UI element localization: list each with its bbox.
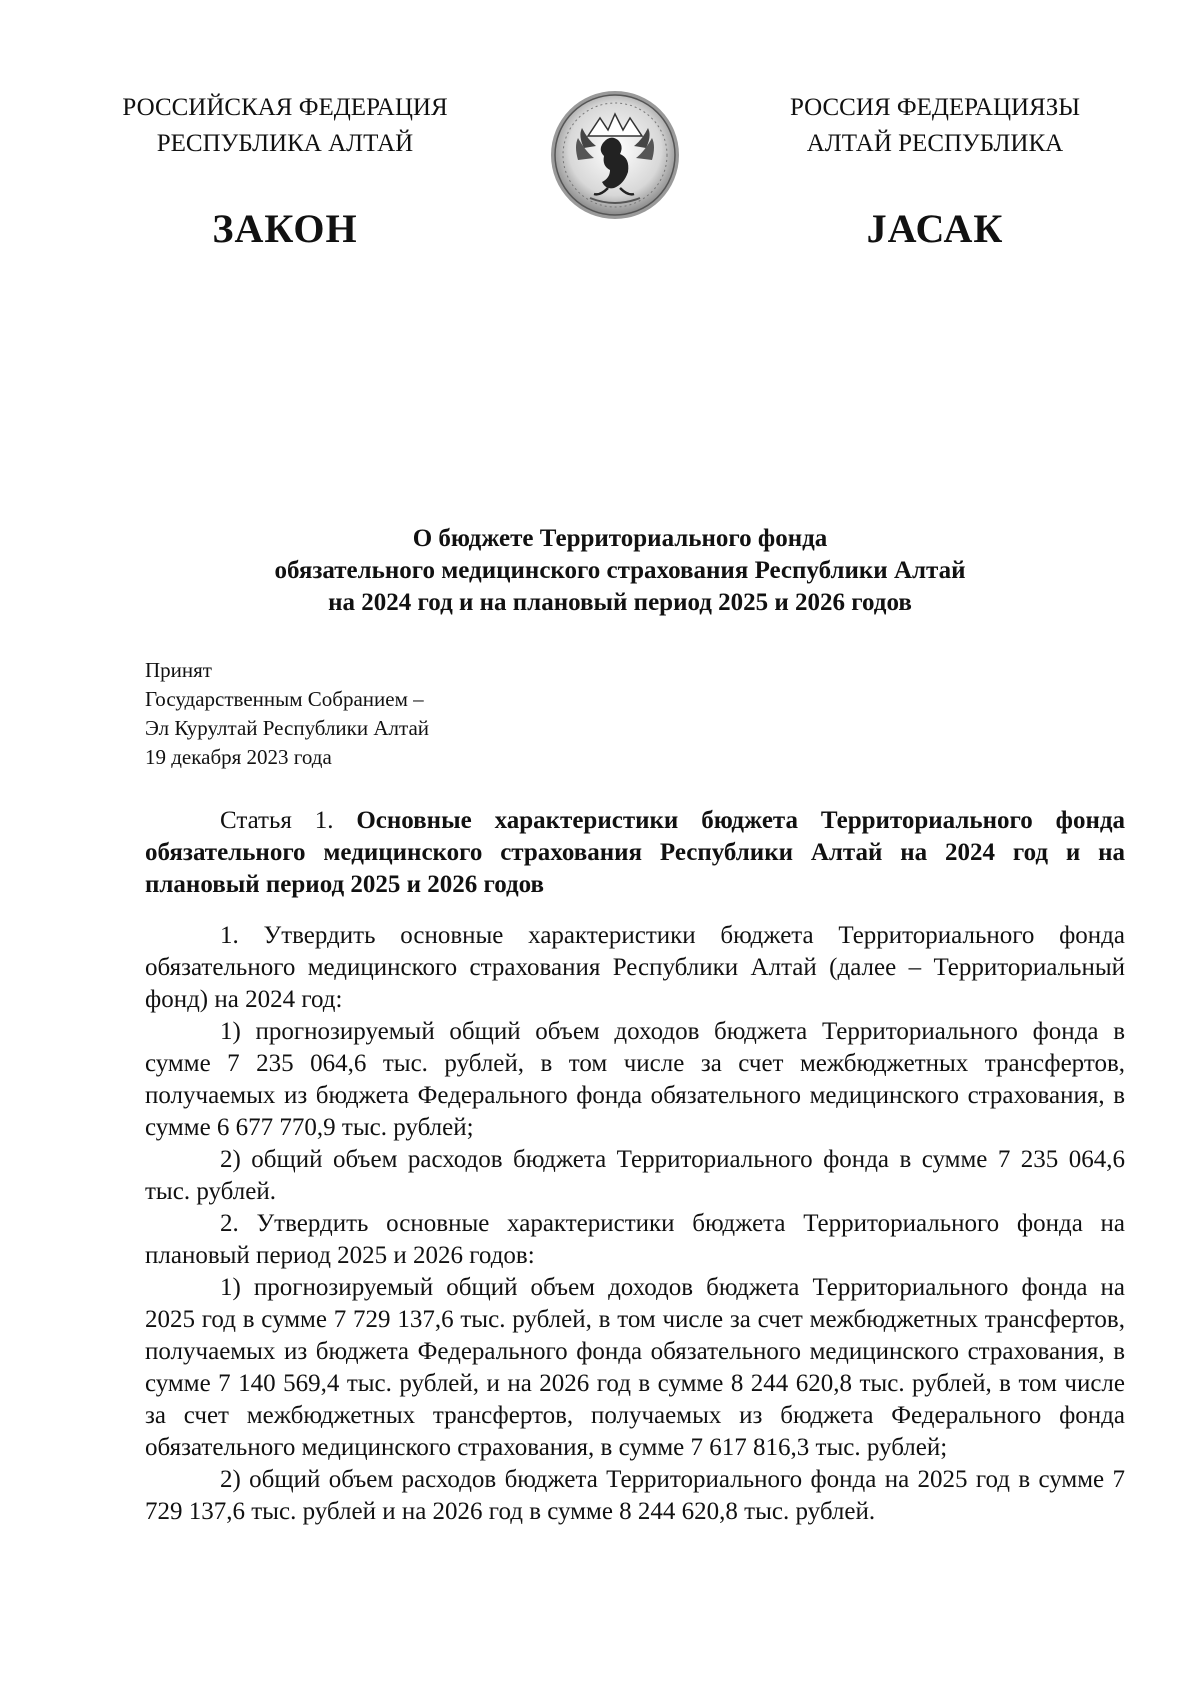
header-left-republic: РЕСПУБЛИКА АЛТАЙ — [156, 130, 414, 157]
adoption-line-1: Принят — [145, 658, 212, 682]
adoption-date: 19 декабря 2023 года — [145, 745, 332, 769]
header-right — [755, 90, 1115, 162]
republic-altai-coat-of-arms-icon — [548, 88, 682, 222]
law-heading-ru: ЗАКОН — [212, 206, 358, 251]
adoption-note — [145, 656, 429, 772]
paragraph-1-item-1: 1) прогнозируемый общий объем доходов бюджета Территориального фонда в сумме 7 235 064,6 тыс. рублей, в том числе за счет межбюджетных трансфертов, получаемых из бюджета Федерального фонда обязательного медицинского страхования, в сумме 6 677 770,9 тыс. рублей; — [145, 1018, 1125, 1141]
article-1-label: Статья 1. — [220, 807, 334, 834]
paragraph-1: 1. Утвердить основные характеристики бюджета Территориального фонда обязательного медицинского страхования Республики Алтай (далее – Территориальный фонд) на 2024 год: — [145, 922, 1125, 1013]
paragraph-2-item-1: 1) прогнозируемый общий объем доходов бюджета Территориального фонда на 2025 год в сумме 7 729 137,6 тыс. рублей, в том числе за счет межбюджетных трансфертов, получаемых из бюджета Федерального фонда обязательного медицинского страхования, в сумме 7 140 569,4 тыс. рублей, и на 2026 год в сумме 8 244 620,8 тыс. рублей, в том числе за счет межбюджетных трансфертов, получаемых из бюджета Федерального фонда обязательного медицинского страхования, в сумме 7 617 816,3 тыс. рублей; — [145, 1274, 1125, 1461]
law-title-line-2: обязательного медицинского страхования Республики Алтай — [274, 557, 966, 584]
header-right-republic: АЛТАЙ РЕСПУБЛИКА — [806, 130, 1064, 157]
header-left-country: РОССИЙСКАЯ ФЕДЕРАЦИЯ — [122, 94, 448, 121]
paragraph-2: 2. Утвердить основные характеристики бюджета Территориального фонда на плановый период 2025 и 2026 годов: — [145, 1210, 1125, 1269]
header-left — [95, 90, 475, 162]
paragraph-2-item-2: 2) общий объем расходов бюджета Территориального фонда на 2025 год в сумме 7 729 137,6 тыс. рублей и на 2026 год в сумме 8 244 620,8 тыс. рублей. — [145, 1466, 1125, 1525]
adoption-line-2: Государственным Собранием – — [145, 687, 424, 711]
article-1-heading — [145, 805, 1125, 901]
header-right-country: РОССИЯ ФЕДЕРАЦИЯЗЫ — [789, 94, 1081, 121]
adoption-line-3: Эл Курултай Республики Алтай — [145, 716, 430, 740]
law-title-line-3: на 2024 год и на плановый период 2025 и 2026 годов — [328, 589, 912, 616]
law-title — [130, 523, 1110, 619]
law-body — [145, 805, 1125, 1528]
law-heading-altai: ЈАСАК — [866, 206, 1004, 251]
article-1-title: Основные характеристики бюджета Территориального фонда обязательного медицинского страхования Республики Алтай на 2024 год и на плановый период 2025 и 2026 годов — [145, 807, 1125, 898]
paragraph-1-item-2: 2) общий объем расходов бюджета Территориального фонда в сумме 7 235 064,6 тыс. рублей. — [145, 1146, 1125, 1205]
law-title-line-1: О бюджете Территориального фонда — [412, 525, 828, 552]
